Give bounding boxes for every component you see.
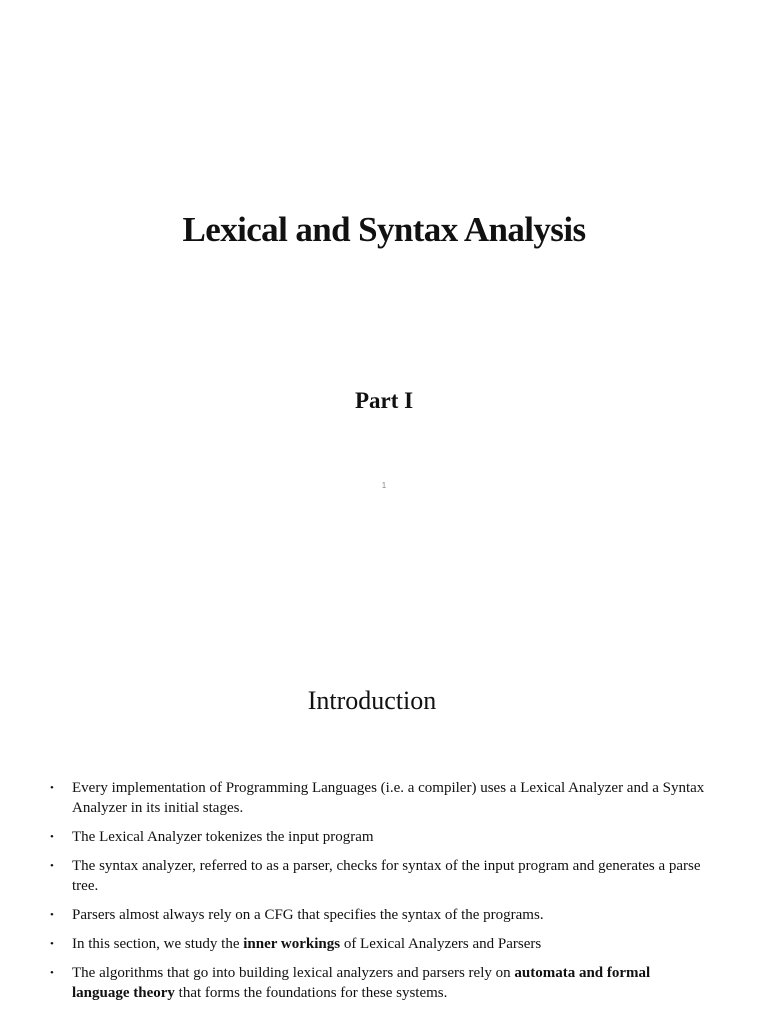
section-heading: Introduction — [307, 686, 437, 715]
list-item — [50, 778, 710, 818]
introduction-slide — [0, 512, 768, 1024]
bullet-icon: • — [50, 909, 54, 921]
list-item — [50, 934, 710, 954]
bullet-emphasis: automata and formal language theory — [72, 965, 651, 1001]
bullet-icon: • — [50, 831, 54, 843]
bullet-icon: • — [50, 967, 54, 979]
list-item — [50, 856, 710, 896]
bullet-icon: • — [50, 860, 54, 872]
slide-title: Lexical and Syntax Analysis — [182, 210, 586, 249]
bullet-text-tail: of Lexical Analyzers and Parsers — [340, 936, 542, 952]
bullet-list — [50, 778, 710, 1012]
bullet-text: Every implementation of Programming Languages (i.e. a compiler) uses a Lexical Analyzer and a Syntax Analyzer in its initial stages. — [72, 780, 705, 816]
bullet-text: The syntax analyzer, referred to as a parser, checks for syntax of the input program and generates a parse tree. — [72, 858, 701, 894]
bullet-text: The algorithms that go into building lexical analyzers and parsers rely on — [72, 965, 515, 981]
list-item — [50, 905, 710, 925]
bullet-text: The Lexical Analyzer tokenizes the input program — [72, 829, 374, 845]
slide-subtitle: Part I — [354, 388, 414, 413]
bullet-text-tail: that forms the foundations for these systems. — [174, 985, 448, 1001]
bullet-icon: • — [50, 782, 54, 794]
bullet-text: In this section, we study the — [72, 936, 244, 952]
page-number: 1 — [381, 481, 387, 490]
bullet-text: Parsers almost always rely on a CFG that specifies the syntax of the programs. — [72, 907, 544, 923]
bullet-emphasis: inner workings — [243, 936, 341, 952]
list-item — [50, 963, 710, 1003]
list-item — [50, 827, 710, 847]
bullet-icon: • — [50, 938, 54, 950]
